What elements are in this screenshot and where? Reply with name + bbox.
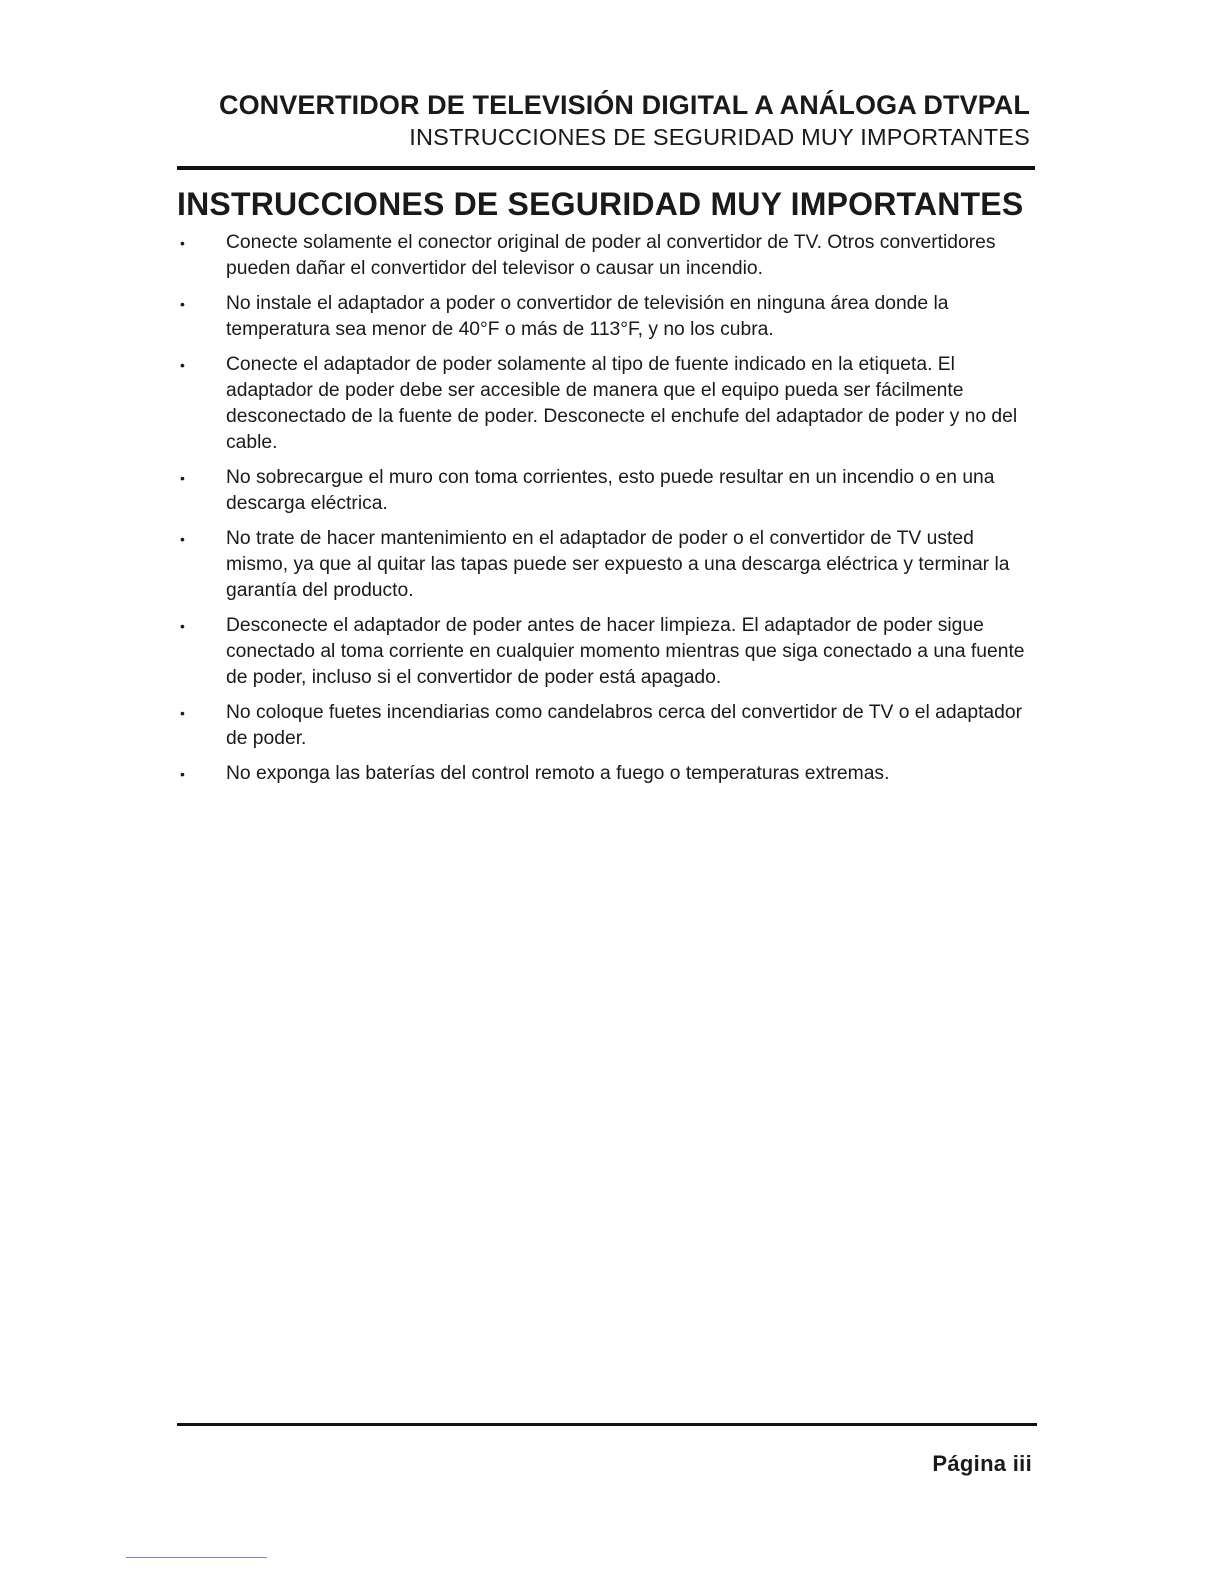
bullet-icon: • <box>180 357 185 373</box>
list-item <box>177 700 1037 752</box>
list-item <box>177 291 1037 343</box>
bullet-icon: • <box>180 618 185 634</box>
document-title: CONVERTIDOR DE TELEVISIÓN DIGITAL A ANÁLOGA DTVPAL <box>218 90 1030 120</box>
bullet-icon: • <box>180 235 185 251</box>
list-item-text: Desconecte el adaptador de poder antes de hacer limpieza. El adaptador de poder sigue conectado al toma corriente en cualquier momento mientras que siga conectado a una fuente de poder, incluso si el convertidor de poder está apagado. <box>226 615 1025 688</box>
list-item-text: No instale el adaptador a poder o convertidor de televisión en ninguna área donde la temperatura sea menor de 40°F o más de 113°F, y no los cubra. <box>226 293 949 340</box>
list-item-text: No exponga las baterías del control remoto a fuego o temperaturas extremas. <box>226 763 890 784</box>
list-item <box>177 526 1037 604</box>
document-subtitle: INSTRUCCIONES DE SEGURIDAD MUY IMPORTANTES <box>409 124 1030 150</box>
footer-divider <box>177 1423 1037 1426</box>
bullet-icon: • <box>180 766 185 782</box>
page-number: Página iii <box>932 1451 1032 1476</box>
list-item-text: No sobrecargue el muro con toma corrientes, esto puede resultar en un incendio o en una descarga eléctrica. <box>226 467 995 514</box>
scan-artifact-line <box>126 1557 267 1558</box>
list-item-text: No coloque fuetes incendiarias como candelabros cerca del convertidor de TV o el adaptador de poder. <box>226 702 1023 749</box>
bullet-icon: • <box>180 296 185 312</box>
list-item-text: Conecte el adaptador de poder solamente al tipo de fuente indicado en la etiqueta. El adaptador de poder debe ser accesible de manera que el equipo pueda ser fácilmente desconectado de la fuente de poder. Desconecte el enchufe del adaptador de poder y no del cable. <box>226 354 1018 453</box>
bullet-icon: • <box>180 705 185 721</box>
running-header <box>219 88 1030 152</box>
bullet-icon: • <box>180 470 185 486</box>
list-item-text: Conecte solamente el conector original de poder al convertidor de TV. Otros convertidores pueden dañar el convertidor del televisor o causar un incendio. <box>226 232 996 279</box>
list-item <box>177 613 1037 691</box>
list-item <box>177 465 1037 517</box>
safety-instructions-list <box>177 230 1037 796</box>
list-item <box>177 352 1037 456</box>
section-title: INSTRUCCIONES DE SEGURIDAD MUY IMPORTANTES <box>177 186 1024 222</box>
header-divider <box>177 166 1035 170</box>
bullet-icon: • <box>180 531 185 547</box>
list-item <box>177 230 1037 282</box>
list-item <box>177 761 1037 787</box>
list-item-text: No trate de hacer mantenimiento en el adaptador de poder o el convertidor de TV usted mismo, ya que al quitar las tapas puede ser expuesto a una descarga eléctrica y terminar la garantía del producto. <box>226 528 1010 601</box>
